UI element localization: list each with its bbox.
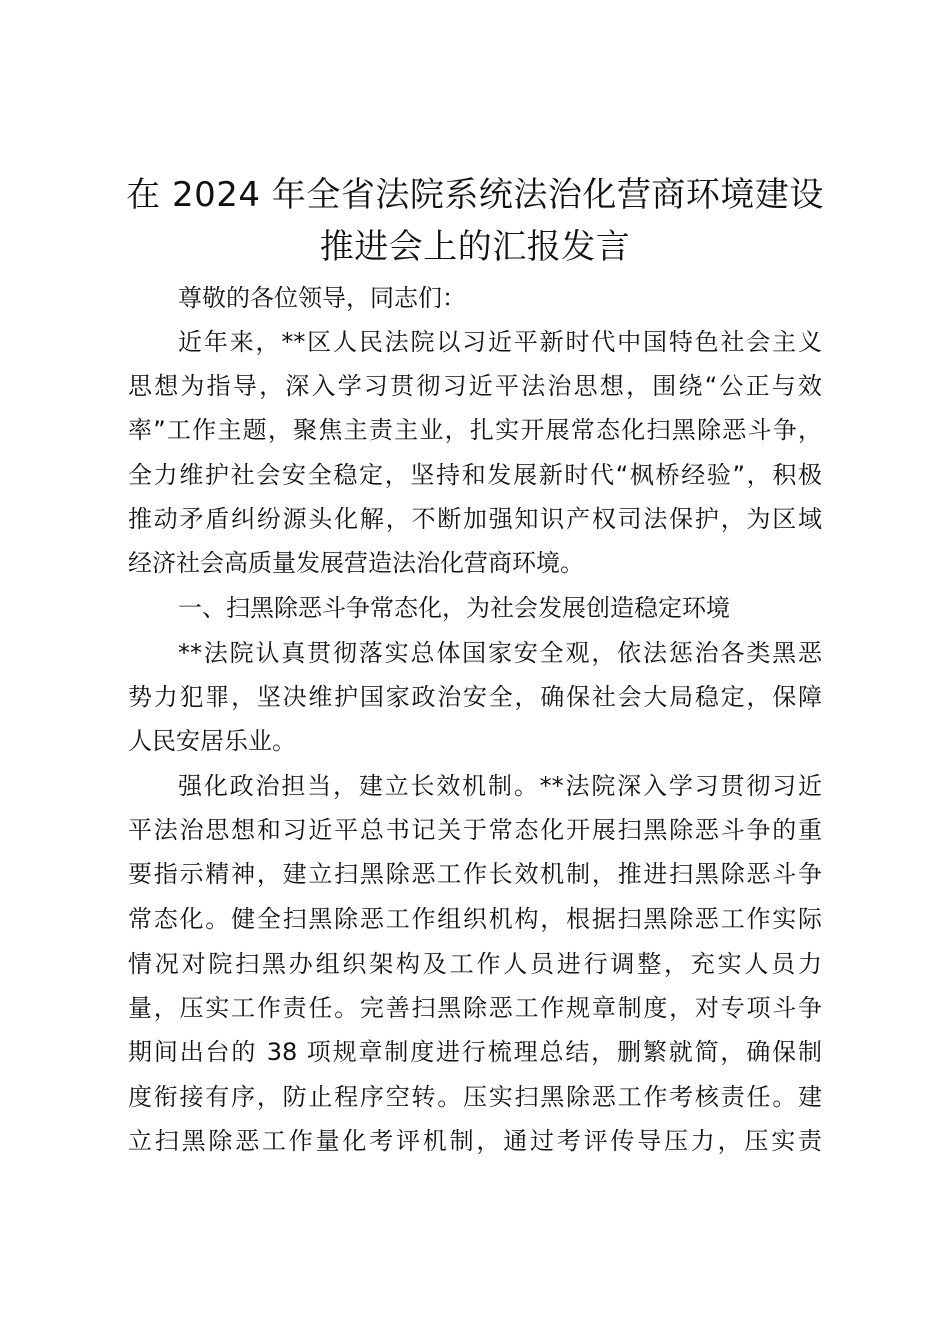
paragraph-line: 强化政治担当，建立长效机制。**法院深入学习贯彻习近 (178, 772, 822, 800)
paragraph-line: 率”工作主题，聚焦主责主业，扎实开展常态化扫黑除恶斗争， (128, 416, 822, 444)
paragraph-line: 思想为指导，深入学习贯彻习近平法治思想，围绕“公正与效 (128, 372, 822, 400)
paragraph-line: 推动矛盾纠纷源头化解，不断加强知识产权司法保护，为区域 (128, 505, 822, 533)
paragraph-line: 势力犯罪，坚决维护国家政治安全，确保社会大局稳定，保障 (128, 683, 822, 711)
paragraph-line: 平法治思想和习近平总书记关于常态化开展扫黑除恶斗争的重 (128, 816, 822, 844)
paragraph-line: 情况对院扫黑办组织架构及工作人员进行调整，充实人员力 (128, 950, 822, 978)
paragraph-line: 立扫黑除恶工作量化考评机制，通过考评传导压力，压实责 (128, 1127, 822, 1155)
paragraph-line: 量，压实工作责任。完善扫黑除恶工作规章制度，对专项斗争 (128, 994, 822, 1022)
paragraph-line: 经济社会高质量发展营造法治化营商环境。 (128, 549, 584, 577)
salutation: 尊敬的各位领导，同志们： (178, 284, 466, 312)
paragraph-line: 度衔接有序，防止程序空转。压实扫黑除恶工作考核责任。建 (128, 1083, 822, 1111)
paragraph-line: 人民安居乐业。 (128, 727, 296, 755)
paragraph-line: 常态化。健全扫黑除恶工作组织机构，根据扫黑除恶工作实际 (128, 905, 822, 933)
document-title-line-1: 在 2024 年全省法院系统法治化营商环境建设 (126, 175, 824, 215)
paragraph-line: 全力维护社会安全稳定，坚持和发展新时代“枫桥经验”，积极 (128, 461, 822, 489)
paragraph-line: 期间出台的 38 项规章制度进行梳理总结，删繁就简，确保制 (128, 1038, 822, 1066)
paragraph-line: 近年来，**区人民法院以习近平新时代中国特色社会主义 (178, 328, 822, 356)
document-title-line-2: 推进会上的汇报发言 (319, 227, 631, 267)
section-heading: 一、扫黑除恶斗争常态化，为社会发展创造稳定环境 (178, 594, 730, 622)
paragraph-line: **法院认真贯彻落实总体国家安全观，依法惩治各类黑恶 (178, 639, 822, 667)
paragraph-line: 要指示精神，建立扫黑除恶工作长效机制，推进扫黑除恶斗争 (128, 860, 822, 888)
